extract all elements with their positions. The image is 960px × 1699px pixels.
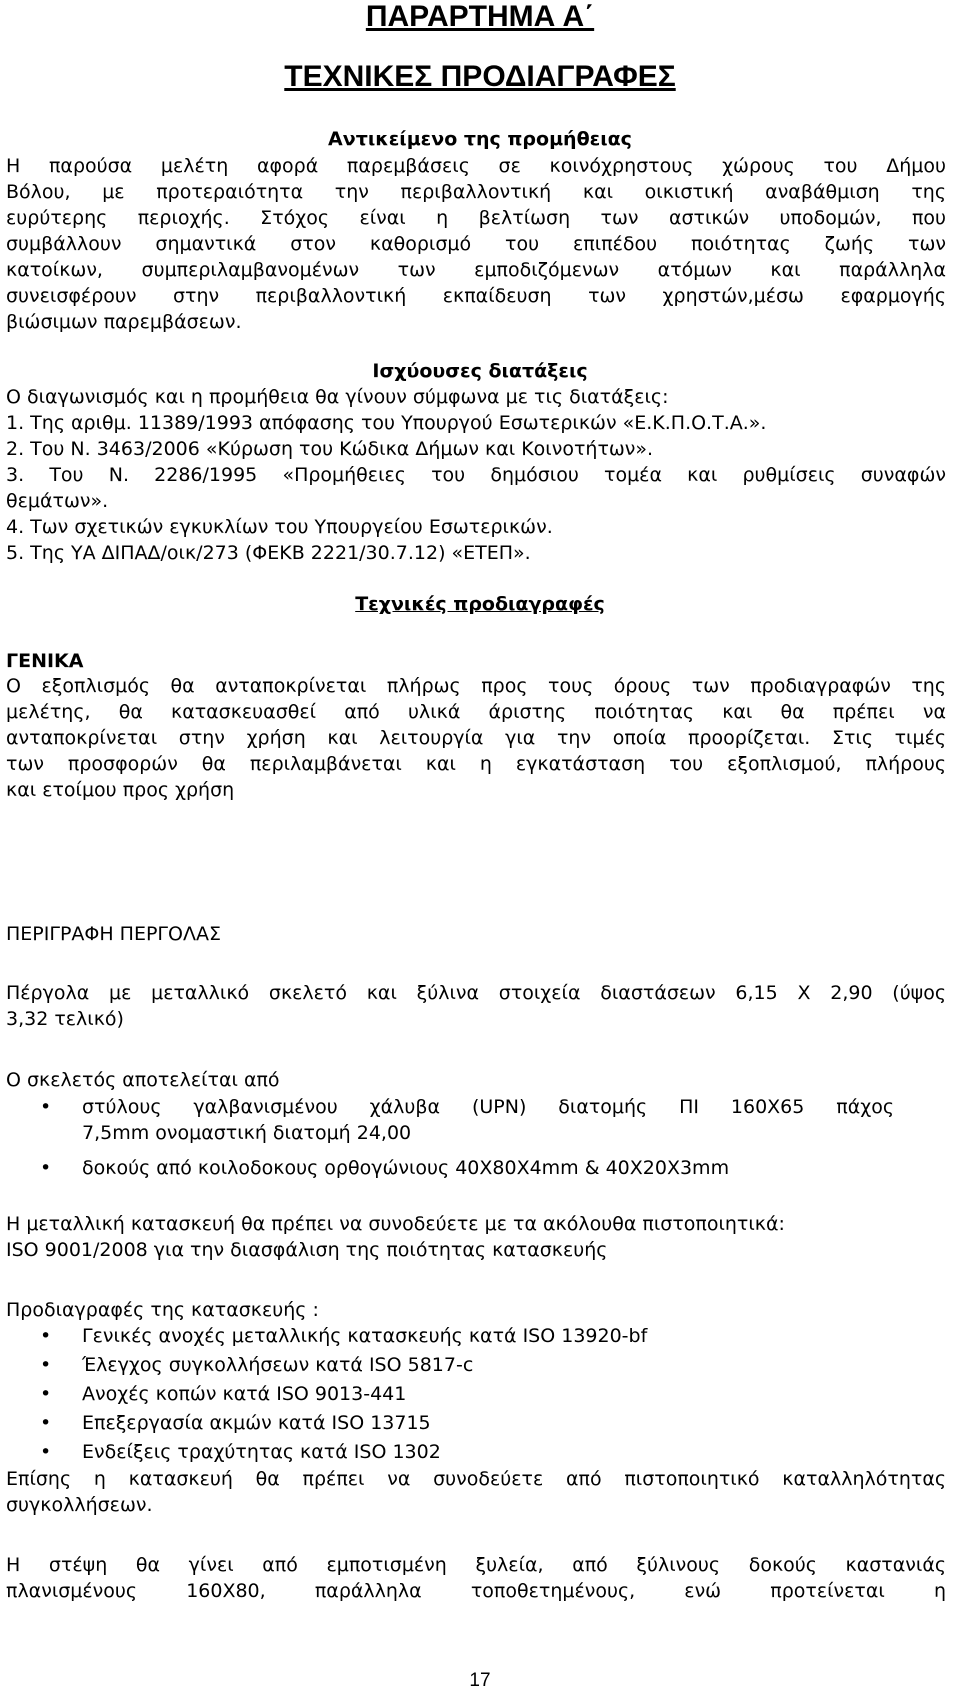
provisions-list	[6, 384, 946, 566]
page-number: 17	[469, 1670, 491, 1691]
bullet-icon: •	[40, 1325, 52, 1347]
provision-item: 1. Της αριθμ. 11389/1993 απόφασης του Υπουργού Εσωτερικών «Ε.Κ.Π.Ο.Τ.Α.».	[6, 412, 767, 434]
bullet-icon: •	[40, 1096, 52, 1118]
construction-intro: Προδιαγραφές της κατασκευής :	[6, 1299, 319, 1321]
subject-line: κατοίκων, συμπεριλαμβανομένων των εμποδιζόμενων ατόμων και παράλληλα	[6, 259, 946, 281]
subject-line: Βόλου, με προτεραιότητα την περιβαλλοντική και οικιστική αναβάθμιση της	[6, 181, 946, 203]
construction-bullet-text: Γενικές ανοχές μεταλλικής κατασκευής κατά ISO 13920-bf	[82, 1325, 648, 1347]
general-line: Ο εξοπλισμός θα ανταποκρίνεται πλήρως προς τους όρους των προδιαγραφών της	[6, 675, 946, 697]
frame-bullet-line: στύλους γαλβανισμένου χάλυβα (UPN) διατομής ΠΙ 160Χ65 πάχος	[82, 1096, 894, 1118]
certificates-line: ISO 9001/2008 για την διασφάλιση της ποιότητας κατασκευής	[6, 1239, 608, 1261]
subject-line: βιώσιμων παρεμβάσεων.	[6, 311, 242, 333]
subject-paragraph	[6, 153, 946, 335]
certificates-paragraph	[6, 1211, 946, 1263]
general-line: και ετοίμου προς χρήση	[6, 779, 235, 801]
bullet-icon: •	[40, 1383, 52, 1405]
construction-bullet-text: Ενδείξεις τραχύτητας κατά ISO 1302	[82, 1441, 441, 1463]
frame-bullet-line: δοκούς από κοιλοδοκους ορθογώνιους 40Χ80Χ4mm & 40Χ20Χ3mm	[82, 1157, 730, 1179]
construction-bullet-text: Επεξεργασία ακμών κατά ISO 13715	[82, 1412, 431, 1434]
general-paragraph	[6, 673, 946, 803]
provision-item: 5. Της ΥΑ ΔΙΠΑΔ/οικ/273 (ΦΕΚΒ 2221/30.7.12) «ΕΤΕΠ».	[6, 542, 531, 564]
construction-bullet-text: Έλεγχος συγκολλήσεων κατά ISO 5817-c	[82, 1354, 474, 1376]
welding-line: συγκολλήσεων.	[6, 1494, 153, 1516]
construction-bullet-text: Ανοχές κοπών κατά ISO 9013-441	[82, 1383, 407, 1405]
pergola-heading: ΠΕΡΙΓΡΑΦΗ ΠΕΡΓΟΛΑΣ	[6, 923, 221, 945]
certificates-line: Η μεταλλική κατασκευή θα πρέπει να συνοδεύετε με τα ακόλουθα πιστοποιητικά:	[6, 1213, 785, 1235]
bullet-icon: •	[40, 1157, 52, 1179]
subject-heading: Αντικείμενο της προμήθειας	[328, 128, 632, 150]
pergola-line: 3,32 τελικό)	[6, 1008, 124, 1030]
bullet-icon: •	[40, 1441, 52, 1463]
pergola-line: Πέργολα με μεταλλικό σκελετό και ξύλινα στοιχεία διαστάσεων 6,15 Χ 2,90 (ύψος	[6, 982, 946, 1004]
tech-heading: Τεχνικές προδιαγραφές	[355, 593, 605, 615]
subject-line: συνεισφέρουν στην περιβαλλοντική εκπαίδευση των χρηστών,μέσω εφαρμογής	[6, 285, 946, 307]
bullet-icon: •	[40, 1412, 52, 1434]
frame-intro: Ο σκελετός αποτελείται από	[6, 1069, 280, 1091]
pergola-paragraph	[6, 980, 946, 1032]
roof-paragraph	[6, 1552, 946, 1604]
provisions-intro: Ο διαγωνισμός και η προμήθεια θα γίνουν σύμφωνα με τις διατάξεις:	[6, 386, 669, 408]
specs-title: ΤΕΧΝΙΚΕΣ ΠΡΟΔΙΑΓΡΑΦΕΣ	[284, 60, 676, 93]
general-line: ανταποκρίνεται στην χρήση και λειτουργία για την οποία προορίζεται. Στις τιμές	[6, 727, 946, 749]
subject-line: ευρύτερης περιοχής. Στόχος είναι η βελτίωση των αστικών υποδομών, που	[6, 207, 946, 229]
subject-line: συμβάλλουν σημαντικά στον καθορισμό του επιπέδου ποιότητας ζωής των	[6, 233, 946, 255]
roof-line: Η στέψη θα γίνει από εμποτισμένη ξυλεία, από ξύλινους δοκούς καστανιάς	[6, 1554, 946, 1576]
bullet-icon: •	[40, 1354, 52, 1376]
welding-line: Επίσης η κατασκευή θα πρέπει να συνοδεύετε από πιστοποιητικό καταλληλότητας	[6, 1468, 946, 1490]
roof-line: πλανισμένους 160Χ80, παράλληλα τοποθετημένους, ενώ προτείνεται η	[6, 1580, 946, 1602]
provision-item: 4. Των σχετικών εγκυκλίων του Υπουργείου Εσωτερικών.	[6, 516, 553, 538]
general-line: μελέτης, θα κατασκευασθεί από υλικά άριστης ποιότητας και θα πρέπει να	[6, 701, 946, 723]
general-heading: ΓΕΝΙΚΑ	[6, 650, 84, 672]
annex-title: ΠΑΡΑΡΤΗΜΑ Α΄	[365, 0, 595, 33]
general-line: των προσφορών θα περιλαμβάνεται και η εγκατάσταση του εξοπλισμού, πλήρους	[6, 753, 946, 775]
provision-item: θεμάτων».	[6, 490, 109, 512]
subject-line: Η παρούσα μελέτη αφορά παρεμβάσεις σε κοινόχρηστους χώρους του Δήμου	[6, 155, 946, 177]
provisions-heading: Ισχύουσες διατάξεις	[372, 360, 588, 382]
welding-paragraph	[6, 1466, 946, 1518]
frame-bullet-line: 7,5mm ονομαστική διατομή 24,00	[82, 1122, 412, 1144]
provision-item: 3. Του Ν. 2286/1995 «Προμήθειες του δημόσιου τομέα και ρυθμίσεις συναφών	[6, 464, 946, 486]
provision-item: 2. Του Ν. 3463/2006 «Κύρωση του Κώδικα Δήμων και Κοινοτήτων».	[6, 438, 654, 460]
